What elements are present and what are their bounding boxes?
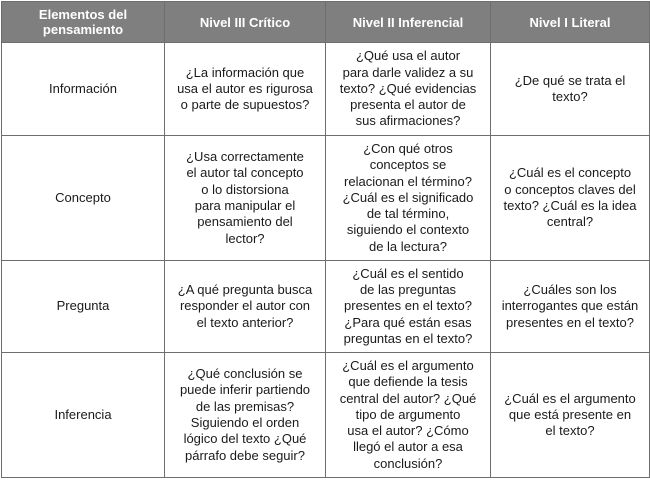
literal-cell: ¿De qué se trata el texto? <box>491 43 650 136</box>
header-elementos: Elementos del pensamiento <box>2 2 165 43</box>
header-nivel-literal: Nivel I Literal <box>491 2 650 43</box>
inferencial-cell: ¿Cuál es el argumento que defiende la tesis central del autor? ¿Qué tipo de argumento usa el autor? ¿Cómo llegó el autor a esa conclusión? <box>326 353 491 478</box>
inferencial-cell: ¿Cuál es el sentido de las preguntas presentes en el texto? ¿Para qué están esas preguntas en el texto? <box>326 261 491 353</box>
table-row <box>2 136 650 261</box>
critico-cell: ¿La información que usa el autor es rigurosa o parte de supuestos? <box>165 43 326 136</box>
table-row <box>2 261 650 353</box>
element-cell: Concepto <box>2 136 165 261</box>
inferencial-cell: ¿Con qué otros conceptos se relacionan el término? ¿Cuál es el significado de tal término, siguiendo el contexto de la lectura? <box>326 136 491 261</box>
literal-cell: ¿Cuál es el argumento que está presente en el texto? <box>491 353 650 478</box>
table-row <box>2 353 650 478</box>
element-cell: Pregunta <box>2 261 165 353</box>
critico-cell: ¿A qué pregunta busca responder el autor con el texto anterior? <box>165 261 326 353</box>
literal-cell: ¿Cuáles son los interrogantes que están presentes en el texto? <box>491 261 650 353</box>
inferencial-cell: ¿Qué usa el autor para darle validez a su texto? ¿Qué evidencias presenta el autor de sus afirmaciones? <box>326 43 491 136</box>
element-cell: Información <box>2 43 165 136</box>
critico-cell: ¿Qué conclusión se puede inferir partiendo de las premisas? Siguiendo el orden lógico del texto ¿Qué párrafo debe seguir? <box>165 353 326 478</box>
critico-cell: ¿Usa correctamente el autor tal concepto o lo distorsiona para manipular el pensamiento del lector? <box>165 136 326 261</box>
literal-cell: ¿Cuál es el concepto o conceptos claves del texto? ¿Cuál es la idea central? <box>491 136 650 261</box>
header-nivel-inferencial: Nivel II Inferencial <box>326 2 491 43</box>
header-nivel-critico: Nivel III Crítico <box>165 2 326 43</box>
header-row <box>2 2 650 43</box>
table-row <box>2 43 650 136</box>
thinking-levels-table <box>1 1 650 478</box>
element-cell: Inferencia <box>2 353 165 478</box>
